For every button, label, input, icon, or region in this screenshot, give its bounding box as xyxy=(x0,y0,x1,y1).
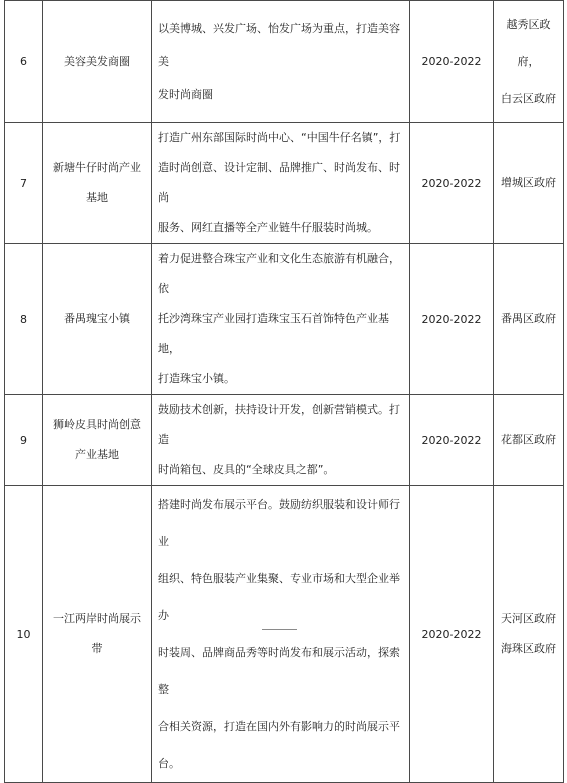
project-name xyxy=(43,1,152,123)
cell-line: 府， xyxy=(517,55,540,68)
row-number: 6 xyxy=(5,1,43,123)
cell-line: 番禺瑰宝小镇 xyxy=(64,312,130,325)
cell-line: 打造珠宝小镇。 xyxy=(158,372,235,385)
cell-line: 托沙湾珠宝产业园打造珠宝玉石首饰特色产业基地， xyxy=(158,312,389,355)
cell-line: 增城区政府 xyxy=(501,176,556,189)
cell-line: 越秀区政 xyxy=(506,18,551,31)
responsible-department xyxy=(494,395,564,486)
row-number: 10 xyxy=(5,486,43,783)
cell-line: 番禺区政府 xyxy=(501,312,556,325)
cell-line: 白云区政府 xyxy=(501,92,556,105)
responsible-department xyxy=(494,1,564,123)
row-number: 9 xyxy=(5,395,43,486)
cell-line: 鼓励技术创新，扶持设计开发，创新营销模式。打造 xyxy=(158,403,400,446)
cell-line: 一江两岸时尚展示 xyxy=(53,612,141,625)
table-row xyxy=(5,123,564,244)
project-description xyxy=(152,395,410,486)
page-edge-mark xyxy=(262,629,297,630)
row-number: 7 xyxy=(5,123,43,244)
project-name xyxy=(43,123,152,244)
responsible-department xyxy=(494,486,564,783)
project-description xyxy=(152,1,410,123)
project-period: 2020-2022 xyxy=(410,486,494,783)
cell-line: 产业基地 xyxy=(75,448,119,461)
project-period: 2020-2022 xyxy=(410,123,494,244)
cell-line: 组织、特色服装产业集聚、专业市场和大型企业举办 xyxy=(158,572,400,622)
project-name xyxy=(43,486,152,783)
project-description xyxy=(152,123,410,244)
cell-line: 服务、网红直播等全产业链牛仔服装时尚城。 xyxy=(158,221,378,234)
cell-line: 发时尚商圈 xyxy=(158,88,213,101)
project-name xyxy=(43,395,152,486)
responsible-department xyxy=(494,244,564,395)
project-name xyxy=(43,244,152,395)
table-row xyxy=(5,486,564,783)
cell-line: 带 xyxy=(91,642,103,655)
project-period: 2020-2022 xyxy=(410,244,494,395)
cell-line: 狮岭皮具时尚创意 xyxy=(53,418,141,431)
project-table xyxy=(4,0,564,783)
cell-line: 美容美发商圈 xyxy=(64,54,130,68)
cell-line: 着力促进整合珠宝产业和文化生态旅游有机融合，依 xyxy=(158,252,400,295)
cell-line: 合相关资源，打造在国内外有影响力的时尚展示平 xyxy=(158,720,400,733)
table-body xyxy=(5,1,564,783)
project-period: 2020-2022 xyxy=(410,1,494,123)
cell-line: 以美博城、兴发广场、怡发广场为重点，打造美容美 xyxy=(158,22,400,68)
table-row xyxy=(5,244,564,395)
cell-line: 基地 xyxy=(86,191,108,204)
table-row xyxy=(5,395,564,486)
project-description xyxy=(152,486,410,783)
cell-line: 台。 xyxy=(158,757,180,770)
project-description xyxy=(152,244,410,395)
cell-line: 时装周、品牌商品秀等时尚发布和展示活动，探索整 xyxy=(158,646,400,696)
responsible-department xyxy=(494,123,564,244)
project-period: 2020-2022 xyxy=(410,395,494,486)
table-row xyxy=(5,1,564,123)
cell-line: 时尚箱包、皮具的“全球皮具之都”。 xyxy=(158,463,335,476)
cell-line: 搭建时尚发布展示平台。鼓励纺织服装和设计师行业 xyxy=(158,498,400,548)
cell-line: 新塘牛仔时尚产业 xyxy=(53,161,141,174)
cell-line: 天河区政府 xyxy=(501,612,556,625)
row-number: 8 xyxy=(5,244,43,395)
cell-line: 花都区政府 xyxy=(501,433,556,446)
cell-line: 海珠区政府 xyxy=(501,642,556,655)
cell-line: 造时尚创意、设计定制、品牌推广、时尚发布、时尚 xyxy=(158,161,400,204)
cell-line: 打造广州东部国际时尚中心、“中国牛仔名镇”，打 xyxy=(158,131,401,144)
